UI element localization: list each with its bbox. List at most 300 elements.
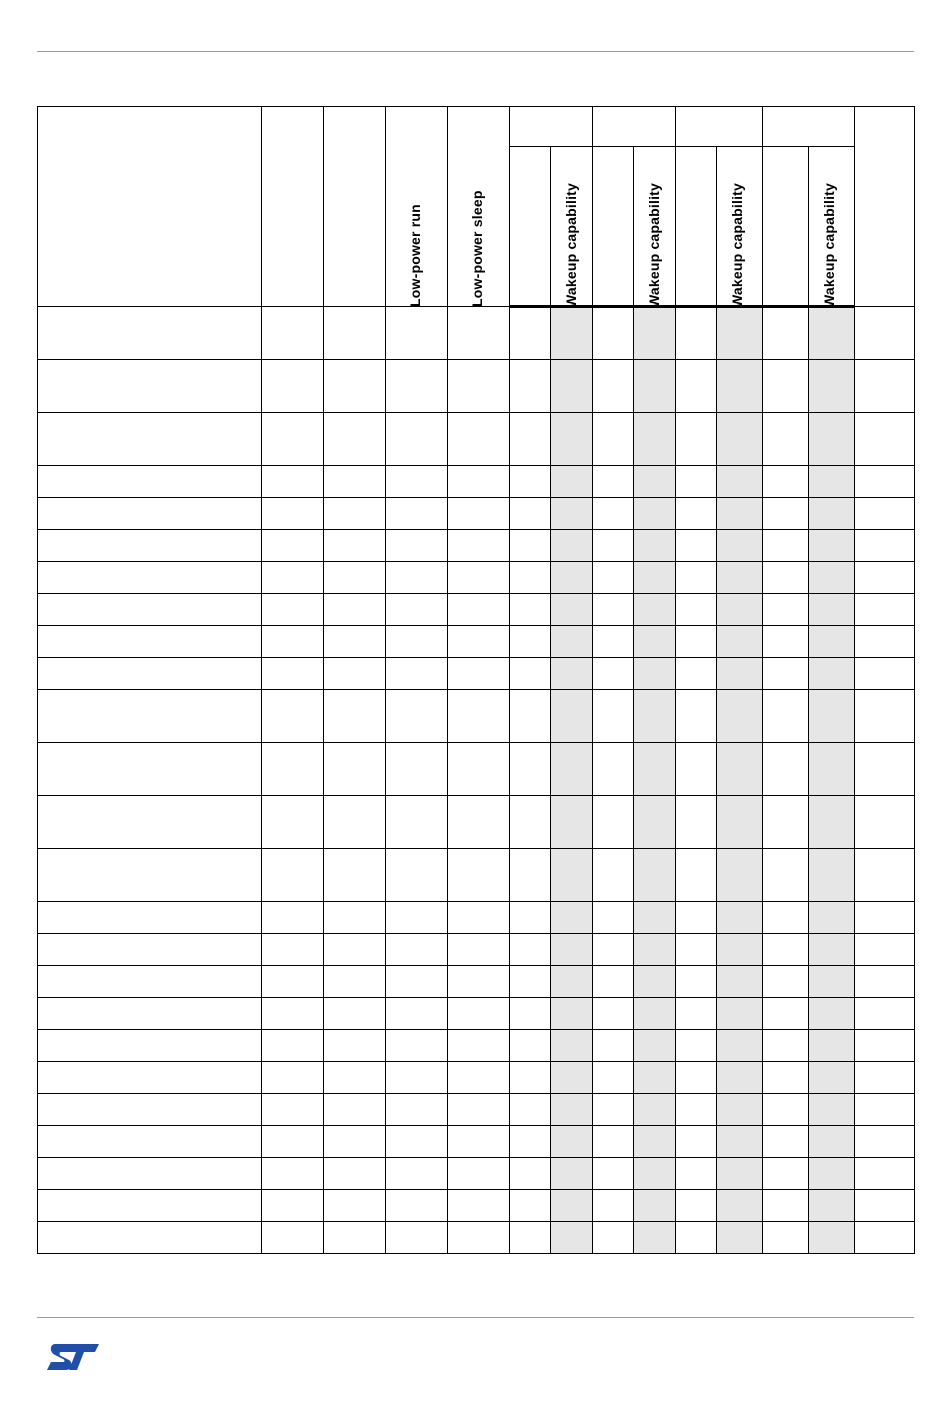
table-cell: [763, 658, 809, 690]
table-cell: [551, 530, 593, 562]
table-cell: [262, 530, 324, 562]
table-cell: [262, 1190, 324, 1222]
header-mode-3: [676, 147, 717, 307]
table-cell: [634, 934, 676, 966]
table-cell: [448, 1222, 510, 1254]
table-cell: [38, 743, 262, 796]
table-cell: [809, 998, 855, 1030]
table-cell: [809, 849, 855, 902]
table-cell: [809, 594, 855, 626]
table-cell: [763, 1062, 809, 1094]
table-body: [38, 307, 915, 1254]
table-cell: [634, 360, 676, 413]
table-cell: [763, 307, 809, 360]
wakeup-capability-label-3: Wakeup capability: [729, 182, 745, 308]
table-cell: [448, 998, 510, 1030]
table-cell: [448, 743, 510, 796]
table-cell: [717, 966, 763, 998]
table-row: [38, 594, 915, 626]
table-cell: [510, 902, 551, 934]
table-cell: [593, 1030, 634, 1062]
table-row: [38, 1030, 915, 1062]
table-cell: [763, 690, 809, 743]
header-group-1: [510, 107, 593, 147]
table-cell: [262, 307, 324, 360]
table-cell: [809, 1158, 855, 1190]
table-cell: [38, 1158, 262, 1190]
table-row: [38, 360, 915, 413]
table-cell: [386, 998, 448, 1030]
table-cell: [676, 360, 717, 413]
table-cell: [809, 743, 855, 796]
table-cell: [262, 626, 324, 658]
table-cell: [262, 1094, 324, 1126]
table-cell: [809, 626, 855, 658]
table-cell: [386, 1126, 448, 1158]
table-cell: [510, 966, 551, 998]
table-cell: [324, 594, 386, 626]
table-cell: [717, 1126, 763, 1158]
table-cell: [717, 594, 763, 626]
table-cell: [448, 934, 510, 966]
table-cell: [324, 658, 386, 690]
st-logo-icon: [45, 1340, 100, 1372]
table-cell: [324, 1094, 386, 1126]
table-cell: [262, 1222, 324, 1254]
table-cell: [510, 530, 551, 562]
table-cell: [717, 1222, 763, 1254]
table-cell: [448, 498, 510, 530]
table-cell: [324, 562, 386, 594]
table-row: [38, 1062, 915, 1094]
table-cell: [717, 466, 763, 498]
table-cell: [324, 1030, 386, 1062]
table-cell: [763, 360, 809, 413]
table-cell: [855, 307, 915, 360]
table-cell: [763, 594, 809, 626]
table-cell: [593, 413, 634, 466]
table-cell: [510, 1030, 551, 1062]
table-cell: [634, 466, 676, 498]
table-cell: [809, 1062, 855, 1094]
table-cell: [551, 466, 593, 498]
table-cell: [763, 743, 809, 796]
table-cell: [510, 1158, 551, 1190]
table-cell: [551, 1062, 593, 1094]
table-row: [38, 498, 915, 530]
table-cell: [448, 690, 510, 743]
table-cell: [386, 594, 448, 626]
table-cell: [510, 743, 551, 796]
table-cell: [38, 1094, 262, 1126]
table-cell: [717, 690, 763, 743]
table-cell: [448, 1094, 510, 1126]
table-row: [38, 626, 915, 658]
table-cell: [855, 1094, 915, 1126]
table-cell: [262, 562, 324, 594]
table-cell: [510, 360, 551, 413]
table-cell: [324, 413, 386, 466]
table-cell: [717, 1094, 763, 1126]
table-cell: [386, 1222, 448, 1254]
table-cell: [510, 413, 551, 466]
table-cell: [38, 796, 262, 849]
table-cell: [386, 1190, 448, 1222]
table-cell: [855, 1158, 915, 1190]
table-cell: [855, 562, 915, 594]
table-cell: [324, 626, 386, 658]
table-cell: [855, 1222, 915, 1254]
table-cell: [763, 796, 809, 849]
table-cell: [324, 530, 386, 562]
table-cell: [386, 360, 448, 413]
table-cell: [593, 934, 634, 966]
table-cell: [763, 1030, 809, 1062]
table-cell: [386, 934, 448, 966]
table-cell: [510, 1190, 551, 1222]
table-row: [38, 562, 915, 594]
table-cell: [855, 1062, 915, 1094]
table-cell: [809, 307, 855, 360]
table-cell: [551, 307, 593, 360]
table-cell: [763, 498, 809, 530]
wakeup-capability-label-1: Wakeup capability: [563, 182, 579, 308]
table-cell: [809, 966, 855, 998]
table-cell: [634, 743, 676, 796]
table-cell: [593, 1190, 634, 1222]
table-cell: [855, 796, 915, 849]
table-cell: [38, 307, 262, 360]
table-cell: [717, 902, 763, 934]
wakeup-capability-label-2: Wakeup capability: [646, 182, 662, 308]
table-cell: [386, 743, 448, 796]
table-cell: [551, 966, 593, 998]
table-cell: [324, 966, 386, 998]
table-cell: [510, 796, 551, 849]
table-row: [38, 658, 915, 690]
header-low-power-sleep-cell: [448, 107, 510, 307]
table-cell: [809, 796, 855, 849]
header-sleep-cell: [324, 107, 386, 307]
table-cell: [386, 530, 448, 562]
table-cell: [763, 1190, 809, 1222]
table-cell: [717, 743, 763, 796]
header-wakeup-2: [634, 147, 676, 307]
table-cell: [593, 796, 634, 849]
table-cell: [593, 1158, 634, 1190]
header-mode-4: [763, 147, 809, 307]
header-mode-2: [593, 147, 634, 307]
table-cell: [809, 1126, 855, 1158]
table-cell: [676, 1062, 717, 1094]
table-cell: [855, 743, 915, 796]
header-group-2: [593, 107, 676, 147]
table-cell: [593, 966, 634, 998]
table-cell: [634, 902, 676, 934]
table-cell: [262, 1062, 324, 1094]
table-cell: [855, 998, 915, 1030]
header-run-cell: [262, 107, 324, 307]
table-cell: [676, 307, 717, 360]
table-cell: [593, 902, 634, 934]
table-cell: [676, 902, 717, 934]
table-cell: [38, 849, 262, 902]
table-cell: [593, 1094, 634, 1126]
header-wakeup-1: [551, 147, 593, 307]
table-cell: [634, 966, 676, 998]
table-cell: [855, 849, 915, 902]
header-wakeup-3: [717, 147, 763, 307]
table-cell: [551, 902, 593, 934]
table-cell: [38, 498, 262, 530]
table-cell: [448, 658, 510, 690]
table-cell: [676, 1190, 717, 1222]
table-cell: [510, 1062, 551, 1094]
table-cell: [386, 626, 448, 658]
table-row: [38, 466, 915, 498]
table-cell: [551, 998, 593, 1030]
table-cell: [262, 690, 324, 743]
table-cell: [717, 360, 763, 413]
table-cell: [809, 1190, 855, 1222]
table-cell: [262, 658, 324, 690]
table-cell: [855, 690, 915, 743]
table-cell: [551, 934, 593, 966]
table-cell: [634, 530, 676, 562]
table-cell: [593, 998, 634, 1030]
table-row: [38, 307, 915, 360]
low-power-run-label: Low-power run: [407, 204, 423, 307]
table-row: [38, 1222, 915, 1254]
table-cell: [634, 849, 676, 902]
table-cell: [676, 413, 717, 466]
table-cell: [676, 530, 717, 562]
table-cell: [634, 796, 676, 849]
table-cell: [38, 966, 262, 998]
table-cell: [551, 743, 593, 796]
table-cell: [634, 498, 676, 530]
table-cell: [262, 902, 324, 934]
table-cell: [763, 1222, 809, 1254]
table-cell: [593, 849, 634, 902]
table-cell: [593, 594, 634, 626]
table-cell: [676, 1158, 717, 1190]
table-row: [38, 413, 915, 466]
table-cell: [809, 413, 855, 466]
table-cell: [324, 1222, 386, 1254]
table-cell: [38, 466, 262, 498]
table-cell: [809, 934, 855, 966]
table-cell: [593, 1062, 634, 1094]
table-row: [38, 1126, 915, 1158]
table-cell: [386, 466, 448, 498]
table-cell: [634, 594, 676, 626]
header-peripheral-cell: [38, 107, 262, 307]
table-cell: [510, 1094, 551, 1126]
header-rule: [37, 51, 914, 52]
table-cell: [38, 1030, 262, 1062]
low-power-sleep-label: Low-power sleep: [469, 190, 485, 307]
table-cell: [855, 902, 915, 934]
header-group-4: [763, 107, 855, 147]
table-cell: [386, 307, 448, 360]
table-cell: [386, 498, 448, 530]
table-cell: [855, 413, 915, 466]
table-cell: [448, 1062, 510, 1094]
table-cell: [855, 594, 915, 626]
table-row: [38, 934, 915, 966]
table-row: [38, 1190, 915, 1222]
table-cell: [324, 934, 386, 966]
table-cell: [676, 934, 717, 966]
table-cell: [763, 998, 809, 1030]
table-row: [38, 743, 915, 796]
table-cell: [38, 530, 262, 562]
table-cell: [510, 690, 551, 743]
table-cell: [855, 934, 915, 966]
table-cell: [324, 307, 386, 360]
table-cell: [809, 690, 855, 743]
table-cell: [809, 902, 855, 934]
table-cell: [551, 1190, 593, 1222]
table-cell: [593, 1126, 634, 1158]
table-cell: [448, 413, 510, 466]
table-cell: [551, 498, 593, 530]
table-cell: [262, 1126, 324, 1158]
table-cell: [634, 1158, 676, 1190]
table-cell: [676, 849, 717, 902]
table-cell: [38, 626, 262, 658]
table-cell: [448, 626, 510, 658]
table-cell: [593, 466, 634, 498]
table-cell: [676, 743, 717, 796]
table-cell: [386, 796, 448, 849]
table-cell: [324, 360, 386, 413]
table-cell: [38, 1190, 262, 1222]
table-cell: [676, 658, 717, 690]
table-row: [38, 1094, 915, 1126]
table-cell: [324, 1190, 386, 1222]
table-cell: [551, 658, 593, 690]
table-cell: [386, 966, 448, 998]
table-cell: [809, 1030, 855, 1062]
table-cell: [510, 934, 551, 966]
table-cell: [510, 658, 551, 690]
table-cell: [717, 1030, 763, 1062]
table-cell: [717, 413, 763, 466]
table-cell: [38, 562, 262, 594]
peripheral-modes-table: [37, 106, 915, 1254]
table-cell: [386, 902, 448, 934]
table-cell: [717, 562, 763, 594]
table-cell: [386, 1062, 448, 1094]
header-row-1: [38, 107, 915, 147]
table-cell: [262, 594, 324, 626]
table-cell: [855, 360, 915, 413]
table-cell: [386, 658, 448, 690]
table-cell: [763, 1158, 809, 1190]
table-cell: [855, 626, 915, 658]
table-cell: [763, 626, 809, 658]
table-row: [38, 796, 915, 849]
table-cell: [763, 1126, 809, 1158]
table-cell: [448, 966, 510, 998]
table-cell: [676, 498, 717, 530]
table-cell: [717, 1158, 763, 1190]
table-cell: [763, 562, 809, 594]
table-cell: [634, 1062, 676, 1094]
header-last-cell: [855, 107, 915, 307]
table-cell: [717, 626, 763, 658]
table-cell: [510, 849, 551, 902]
table-cell: [551, 594, 593, 626]
table-cell: [386, 413, 448, 466]
table-cell: [386, 562, 448, 594]
table-cell: [551, 1030, 593, 1062]
table-cell: [510, 307, 551, 360]
table-cell: [855, 1030, 915, 1062]
table-cell: [717, 658, 763, 690]
table-cell: [551, 626, 593, 658]
table-cell: [634, 1222, 676, 1254]
table-cell: [676, 562, 717, 594]
table-cell: [634, 562, 676, 594]
table-cell: [763, 1094, 809, 1126]
table-cell: [809, 466, 855, 498]
table-cell: [448, 466, 510, 498]
table-cell: [717, 1062, 763, 1094]
table-cell: [676, 466, 717, 498]
table-cell: [38, 658, 262, 690]
table-cell: [855, 530, 915, 562]
table-cell: [676, 690, 717, 743]
table-cell: [676, 626, 717, 658]
table-cell: [448, 1126, 510, 1158]
table-row: [38, 998, 915, 1030]
table-cell: [510, 594, 551, 626]
table-cell: [809, 658, 855, 690]
table-cell: [324, 849, 386, 902]
footer-rule: [37, 1317, 914, 1318]
table-cell: [386, 1094, 448, 1126]
table-cell: [510, 498, 551, 530]
table-row: [38, 849, 915, 902]
table-cell: [551, 1126, 593, 1158]
header-wakeup-4: [809, 147, 855, 307]
table-cell: [676, 1126, 717, 1158]
table-cell: [448, 849, 510, 902]
table-cell: [262, 413, 324, 466]
table-cell: [324, 1158, 386, 1190]
table-cell: [510, 998, 551, 1030]
table-cell: [593, 690, 634, 743]
table-cell: [551, 413, 593, 466]
table-cell: [324, 796, 386, 849]
header-group-3: [676, 107, 763, 147]
table-cell: [262, 466, 324, 498]
table-cell: [510, 626, 551, 658]
table-cell: [717, 796, 763, 849]
table-cell: [262, 498, 324, 530]
table-cell: [676, 594, 717, 626]
table-cell: [717, 1190, 763, 1222]
table-cell: [593, 562, 634, 594]
table-cell: [855, 1126, 915, 1158]
table-cell: [38, 998, 262, 1030]
table-cell: [676, 1222, 717, 1254]
header-mode-1: [510, 147, 551, 307]
table-cell: [38, 360, 262, 413]
